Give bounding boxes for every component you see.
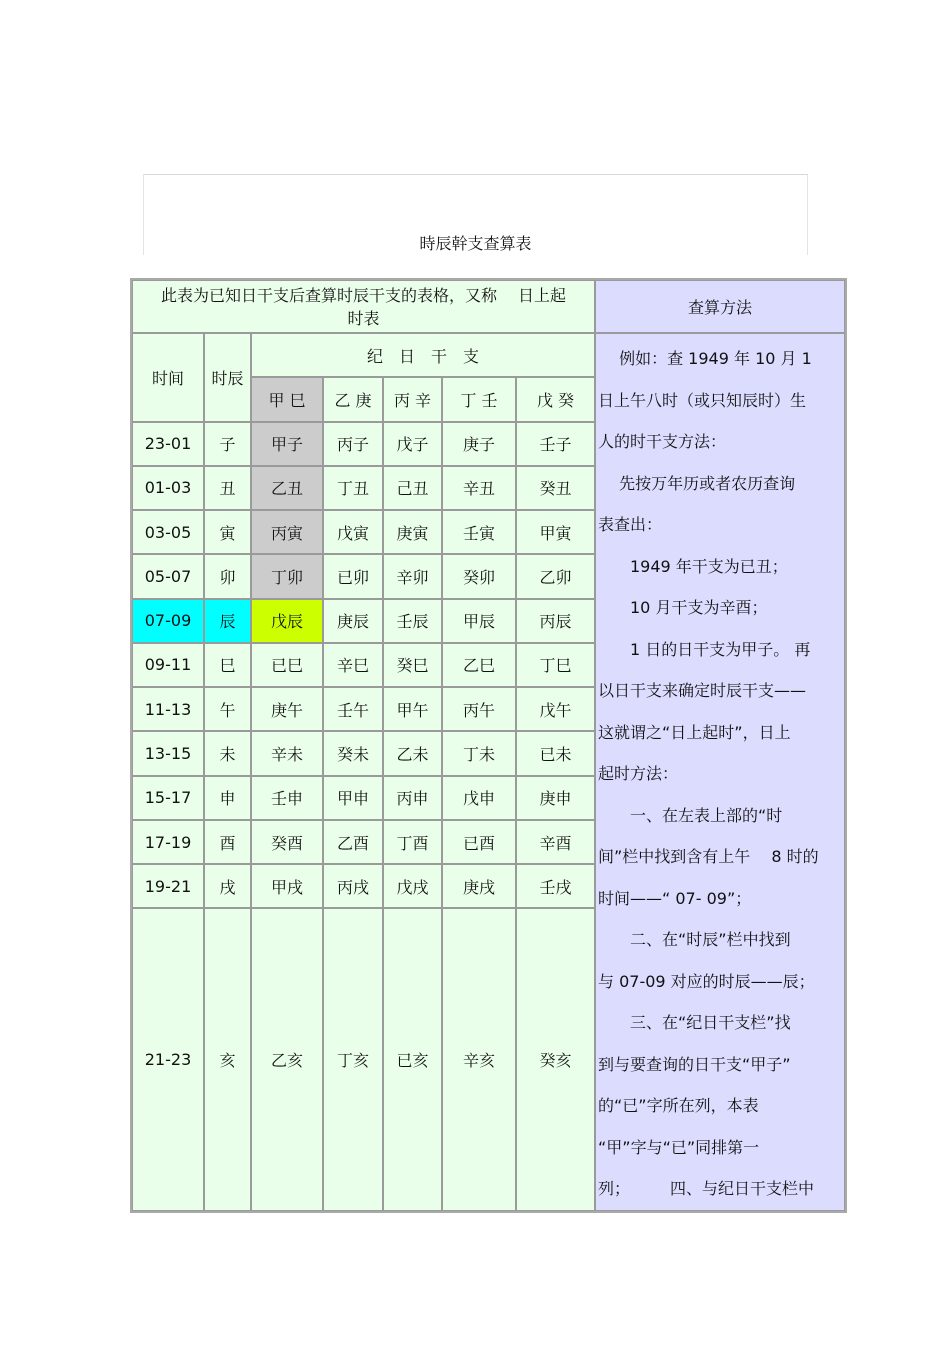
method-line: 到与要查询的日干支“甲子” (598, 1054, 791, 1074)
zhi-cell: 午 (204, 687, 251, 731)
method-line: 起时方法： (598, 764, 679, 783)
ganzhi-cell: 戊申 (442, 776, 516, 820)
ganzhi-cell: 癸未 (323, 731, 383, 775)
ganzhi-cell: 庚寅 (383, 510, 442, 554)
time-cell-highlighted: 07-09 (132, 599, 204, 643)
ganzhi-cell-highlighted: 戊辰 (251, 599, 323, 643)
ganzhi-cell: 丁亥 (323, 908, 383, 1210)
ganzhi-cell: 壬午 (323, 687, 383, 731)
ganzhi-cell: 丁未 (442, 731, 516, 775)
zhi-cell-highlighted: 辰 (204, 599, 251, 643)
ganzhi-cell: 壬辰 (383, 599, 442, 643)
ganzhi-cell: 庚辰 (323, 599, 383, 643)
time-cell: 19-21 (132, 864, 204, 908)
ganzhi-cell: 庚申 (516, 776, 595, 820)
time-cell: 11-13 (132, 687, 204, 731)
method-line: 先按万年历或者农历查询 (598, 473, 796, 493)
ganzhi-cell: 甲辰 (442, 599, 516, 643)
method-line: 1949 年干支为已丑； (598, 556, 788, 576)
ganzhi-cell: 庚戌 (442, 864, 516, 908)
ganzhi-cell: 丁巳 (516, 643, 595, 687)
method-line: 时间——“ 07- 09”； (598, 888, 752, 908)
ganzhi-cell: 辛卯 (383, 554, 442, 598)
ganzhi-cell: 丙辰 (516, 599, 595, 643)
method-header: 查算方法 (595, 280, 845, 333)
ganzhi-cell: 戊戌 (383, 864, 442, 908)
ganzhi-cell: 乙酉 (323, 820, 383, 864)
pair-header: 甲 巳 (251, 377, 323, 421)
zhi-cell: 寅 (204, 510, 251, 554)
ganzhi-cell: 乙巳 (442, 643, 516, 687)
ganzhi-cell: 癸卯 (442, 554, 516, 598)
time-cell: 03-05 (132, 510, 204, 554)
method-text (595, 333, 845, 1211)
ganzhi-cell: 癸巳 (383, 643, 442, 687)
ganzhi-cell: 丁酉 (383, 820, 442, 864)
title-box (143, 174, 808, 255)
ganzhi-cell: 丙午 (442, 687, 516, 731)
ganzhi-cell: 丁丑 (323, 466, 383, 510)
method-line: 的“已”字所在列，本表 (598, 1096, 759, 1115)
time-cell: 09-11 (132, 643, 204, 687)
ganzhi-cell: 戊午 (516, 687, 595, 731)
ganzhi-cell: 乙卯 (516, 554, 595, 598)
ganzhi-cell: 乙亥 (251, 908, 323, 1210)
ganzhi-cell: 已巳 (251, 643, 323, 687)
ganzhi-cell: 辛酉 (516, 820, 595, 864)
ganzhi-cell: 丙寅 (251, 510, 323, 554)
ganzhi-cell: 辛巳 (323, 643, 383, 687)
method-line: 例如：查 1949 年 10 月 1 (598, 349, 812, 368)
time-cell: 15-17 (132, 776, 204, 820)
zhi-cell: 未 (204, 731, 251, 775)
ganzhi-cell: 乙未 (383, 731, 442, 775)
method-line: 10 月干支为辛酉； (598, 598, 768, 617)
ganzhi-cell: 甲寅 (516, 510, 595, 554)
ganzhi-cell: 辛未 (251, 731, 323, 775)
ganzhi-cell: 甲申 (323, 776, 383, 820)
zhi-cell: 戌 (204, 864, 251, 908)
ganzhi-cell: 已卯 (323, 554, 383, 598)
ganzhi-cell: 丙子 (323, 422, 383, 466)
intro-line-2: 时表 (347, 308, 380, 328)
pair-header: 丙 辛 (383, 377, 442, 421)
ganzhi-cell: 壬申 (251, 776, 323, 820)
shichen-header: 时辰 (204, 333, 251, 422)
method-line: 以日干支来确定时辰干支—— (598, 681, 807, 700)
time-cell: 13-15 (132, 731, 204, 775)
intro-line-1: 此表为已知日干支后查算时辰干支的表格，又称 日上起 (160, 285, 567, 305)
method-line: 二、在“时辰”栏中找到 (598, 930, 791, 949)
ganzhi-cell: 已亥 (383, 908, 442, 1210)
method-line: 1 日的日干支为甲子。 再 (598, 639, 811, 659)
time-cell: 17-19 (132, 820, 204, 864)
ganzhi-cell: 癸亥 (516, 908, 595, 1210)
ganzhi-cell: 丙戌 (323, 864, 383, 908)
ganzhi-cell: 甲戌 (251, 864, 323, 908)
method-line: 日上午八时（或只知辰时）生 (598, 390, 807, 410)
ganzhi-cell: 癸酉 (251, 820, 323, 864)
ganzhi-cell: 辛丑 (442, 466, 516, 510)
method-line: 一、在左表上部的“时 (598, 805, 783, 825)
ganzhi-cell: 丁卯 (251, 554, 323, 598)
zhi-cell: 申 (204, 776, 251, 820)
table-intro (132, 280, 595, 333)
time-cell: 01-03 (132, 466, 204, 510)
zhi-cell: 卯 (204, 554, 251, 598)
time-cell: 21-23 (132, 908, 204, 1210)
method-line: 列； 四、与纪日干支栏中 (598, 1179, 815, 1198)
time-header: 时间 (132, 333, 204, 422)
ganzhi-cell: 辛亥 (442, 908, 516, 1210)
zhi-cell: 亥 (204, 908, 251, 1210)
method-line: 人的时干支方法： (598, 432, 727, 451)
method-line: 表查出： (598, 515, 663, 534)
method-line: 这就谓之“日上起时”，日上 (598, 722, 791, 742)
ganzhi-cell: 己丑 (383, 466, 442, 510)
pair-header: 戊 癸 (516, 377, 595, 421)
zhi-cell: 子 (204, 422, 251, 466)
method-line: “甲”字与“已”同排第一 (598, 1137, 760, 1157)
time-cell: 05-07 (132, 554, 204, 598)
ganzhi-cell: 已酉 (442, 820, 516, 864)
page-title: 時辰幹支查算表 (419, 234, 532, 253)
ganzhi-cell: 壬子 (516, 422, 595, 466)
method-line: 与 07-09 对应的时辰——辰； (598, 971, 815, 991)
zhi-cell: 巳 (204, 643, 251, 687)
ganzhi-cell: 丙申 (383, 776, 442, 820)
method-line: 间”栏中找到含有上午 8 时的 (598, 847, 819, 866)
ganzhi-cell: 癸丑 (516, 466, 595, 510)
ganzhi-cell: 戊寅 (323, 510, 383, 554)
pair-header: 丁 壬 (442, 377, 516, 421)
ganzhi-cell: 壬寅 (442, 510, 516, 554)
time-cell: 23-01 (132, 422, 204, 466)
shichen-ganzhi-table (130, 278, 847, 1213)
zhi-cell: 酉 (204, 820, 251, 864)
ganzhi-cell: 乙丑 (251, 466, 323, 510)
ganzhi-cell: 甲午 (383, 687, 442, 731)
pair-header: 乙 庚 (323, 377, 383, 421)
ganzhi-cell: 庚子 (442, 422, 516, 466)
zhi-cell: 丑 (204, 466, 251, 510)
ganzhi-cell: 甲子 (251, 422, 323, 466)
method-line: 三、在“纪日干支栏”找 (598, 1013, 791, 1032)
day-ganzhi-header: 纪 日 干 支 (251, 333, 595, 377)
ganzhi-cell: 戊子 (383, 422, 442, 466)
ganzhi-cell: 庚午 (251, 687, 323, 731)
ganzhi-cell: 已未 (516, 731, 595, 775)
ganzhi-cell: 壬戌 (516, 864, 595, 908)
